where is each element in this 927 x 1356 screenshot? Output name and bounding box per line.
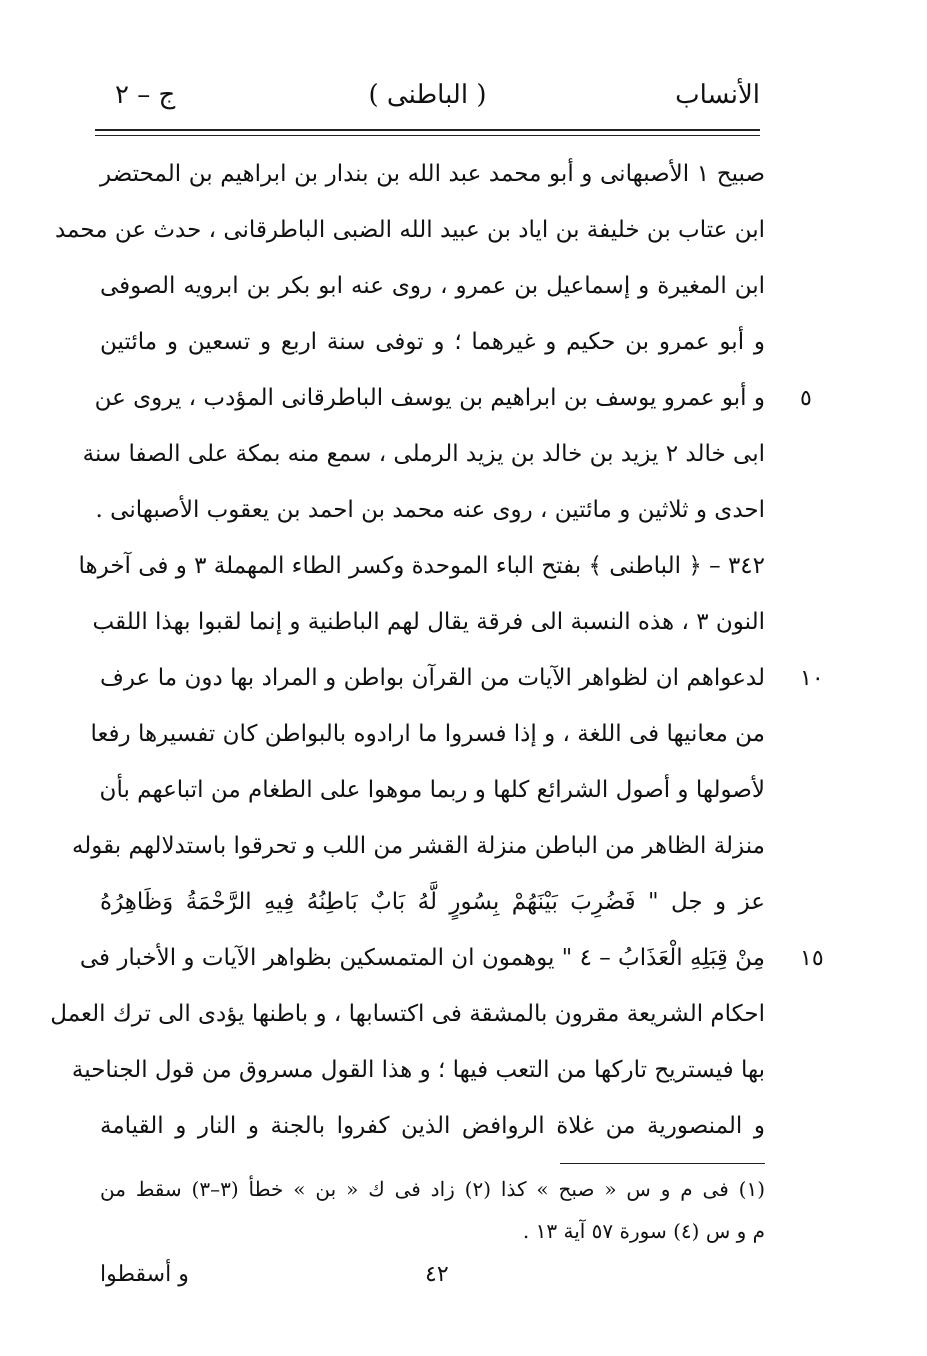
header-book-title: الأنساب <box>675 80 760 110</box>
footnote-line: م و س (٤) سورة ٥٧ آية ١٣ . <box>522 1219 765 1243</box>
line-number-5: ٥ <box>800 386 812 411</box>
header-rule-thick <box>95 129 760 131</box>
text-line: ابن عتاب بن خليفة بن اياد بن عبيد الله الضبى الباطرقانى ، حدث عن محمد <box>54 217 765 243</box>
line-number-15: ١٥ <box>800 946 824 971</box>
text-line: ابى خالد ٢ يزيد بن خالد بن يزيد الرملى ، سمع منه بمكة على الصفا سنة <box>82 441 765 467</box>
main-text <box>50 146 765 1154</box>
text-line: و أبو عمرو يوسف بن ابراهيم بن يوسف الباطرقانى المؤدب ، يروى عن <box>94 385 765 411</box>
footnote-rule <box>560 1163 765 1164</box>
footnotes <box>100 1168 765 1252</box>
running-header <box>95 80 760 120</box>
text-line: ابن المغيرة و إسماعيل بن عمرو ، روى عنه ابو بكر بن ابرويه الصوفى <box>100 273 765 299</box>
text-line: من معانيها فى اللغة ، و إذا فسروا ما ارادوه بالبواطن كان تفسيرها رفعا <box>90 721 765 747</box>
text-line: احكام الشريعة مقرون بالمشقة فى اكتسابها ، و باطنها يؤدى الى ترك العمل <box>50 1001 765 1027</box>
page-number: ٤٢ <box>425 1262 449 1287</box>
text-line: بها فيستريح تاركها من التعب فيها ؛ و هذا القول مسروق من قول الجناحية <box>71 1057 765 1083</box>
text-line: مِنْ قِبَلِهِ الْعَذَابُ – ٤ " يوهمون ان المتمسكين بظواهر الآيات و الأخبار فى <box>79 945 765 971</box>
line-number-10: ١٠ <box>800 666 824 691</box>
footnote-line: (١) فى م و س « صبح » كذا (٢) زاد فى ك « بن » خطأ (٣–٣) سقط من <box>100 1177 766 1201</box>
text-line: عز و جل " فَضُرِبَ بَيْنَهُمْ بِسُورٍ لَّهُ بَابٌ بَاطِنُهُ فِيهِ الرَّحْمَةُ وَظَاهِرُهُ <box>100 889 765 915</box>
header-volume: ج – ٢ <box>115 80 176 110</box>
text-line: منزلة الظاهر من الباطن منزلة القشر من اللب و تحرقوا باستدلالهم بقوله <box>71 833 765 859</box>
text-line: و أبو عمرو بن حكيم و غيرهما ؛ و توفى سنة اربع و تسعين و مائتين <box>100 329 765 355</box>
text-line: احدى و ثلاثين و مائتين ، روى عنه محمد بن احمد بن يعقوب الأصبهانى . <box>95 497 765 523</box>
header-rule-thin <box>95 135 760 136</box>
text-line: ٣٤٢ – ﴿ الباطنى ﴾ بفتح الباء الموحدة وكسر الطاء المهملة ٣ و فى آخرها <box>78 553 765 579</box>
header-entry-title: ( الباطنى ) <box>368 80 487 110</box>
text-line: و المنصورية من غلاة الروافض الذين كفروا بالجنة و النار و القيامة <box>100 1113 765 1139</box>
text-line: النون ٣ ، هذه النسبة الى فرقة يقال لهم الباطنية و إنما لقبوا بهذا اللقب <box>92 609 765 635</box>
text-line: لأصولها و أصول الشرائع كلها و ربما موهوا على الطغام من اتباعهم بأن <box>99 777 765 803</box>
text-line: لدعواهم ان لظواهر الآيات من القرآن بواطن و المراد بها دون ما عرف <box>100 665 765 691</box>
catchword: و أسقطوا <box>100 1262 189 1287</box>
text-line: صبيح ١ الأصبهانى و أبو محمد عبد الله بن بندار بن ابراهيم بن المحتضر <box>100 161 765 187</box>
